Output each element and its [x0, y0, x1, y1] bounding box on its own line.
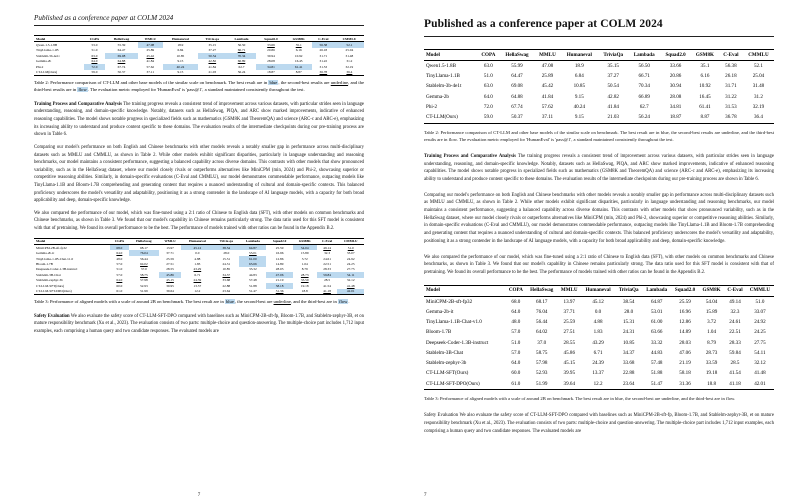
table-2-caption-right: Table 2: Performance comparison of CT-LLM and other base models of the similar scale on benchmark. The best result are in blue, the second-best results are underline, and the third-best results are in flow. The evaluation metric employed for 'HumanEval' is 'pass@1', a standard maintained consistently throughout the test. — [424, 129, 774, 142]
col-model: Model — [36, 36, 46, 41]
table-row: TinyLlama-1.1B-Chat-v1.0 48.0 56.44 25.59 4.88 15.31 61.00 12.86 3.72 24.61 24.92 — [36, 256, 355, 261]
row-label: Qwen-1.5-1.8B — [36, 43, 58, 48]
table-3-right — [424, 285, 774, 391]
section-heading-safety: Safety Evaluation — [34, 313, 70, 319]
table-row: Phi-2 72.0 67.74 57.62 40.24 41.84 62.7 34.81 61.41 31.53 32.19 — [36, 64, 354, 69]
page-header-left: Published as a conference paper at COLM 2024 — [34, 14, 364, 26]
page-number-left: 7 — [197, 493, 201, 498]
table-row: MiniCPM-2B-sft-fp32 68.0 68.17 13.97 45.12 38.54 64.87 25.59 54.04 49.14 51.0 — [424, 296, 774, 307]
table-row: Stablelm-3b-4e1t 63.0 69.08 45.42 10.85 50.54 70.34 30.94 10.92 31.71 31.48 — [36, 53, 354, 58]
row-label: Bloom-1.7B — [36, 261, 53, 266]
row-label: Gemma-2b-it — [36, 251, 55, 256]
col-ceval: C-Eval — [318, 36, 329, 41]
row-label: CT-LLM-SFT-DPO(Ours) — [36, 289, 72, 294]
table-row: Bloom-1.7B 57.0 64.02 27.51 1.83 24.31 63.66 14.89 1.04 22.51 24.25 — [36, 261, 355, 266]
table-row: Stablelm-3B-Chat 57.0 58.75 45.86 6.71 34.37 44.83 47.06 28.73 59.84 54.11 — [424, 348, 774, 358]
table-row: MiniCPM-2B-sft-fp32 68.0 68.17 13.97 45.12 38.54 64.87 25.59 54.04 49.14 51.0 — [36, 245, 354, 250]
col-hellaswag: HellaSwag — [113, 36, 130, 41]
table-row: Deepseek-Coder-1.3B-instruct 51.0 37.0 28.55 43.29 10.85 33.32 28.03 8.79 28.33 27.75 — [36, 267, 355, 272]
table-3-caption-left: Table 3: Performance of aligned models with a scale of around 2B on benchmark. The best result are in blue, the second-best are underline, and the third-best are in flow. — [34, 298, 350, 304]
col-humaneval: Humaneval — [172, 36, 189, 41]
row-label: Gemma-2b — [36, 59, 52, 64]
col-triviaqa: Trivia qa — [205, 36, 219, 41]
row-label: TinyLlama-1.1B — [36, 48, 59, 53]
table-3-left — [34, 238, 364, 295]
paragraph-sft-ratio: We also compared the performance of our model, which was fine-tuned using a 2:1 ratio of Chinese to English data (SFT), with other models on common benchmarks and Chinese benchmarks, as shown in Table 3. We found that our model's capability in Chinese remains particularly strong. The data ratio used for this SFT model is consistent with that of pretraining. We found its overall performance to be the best. The performance of models trained with other ratios can be found in the Appendix B.2. — [34, 210, 364, 231]
table-row: CT-LLM(Ours) 59.0 50.37 37.11 9.15 21.03 56.24 18.87 8.87 36.78 36.4 — [424, 113, 774, 124]
table-row: Stablelm-3B-Chat 57.0 58.75 45.86 6.71 34.37 44.83 47.06 28.73 59.84 54.11 — [34, 272, 364, 277]
row-label: CT-LLM(Ours) — [36, 70, 58, 75]
paragraph-sft-ratio-right: We also compared the performance of our model, which was fine-tuned using a 2:1 ratio of Chinese to English data (SFT), with other models on common benchmarks and Chinese benchmarks, as shown in Table 3. We found that our model's capability in Chinese remains particularly strong. The data ratio used for this SFT model is consistent with that of pretraining. We found its overall performance to be the best. The performance of models trained with other ratios can be found in the Appendix B.2. — [424, 254, 774, 275]
table-row: Phi-2 72.0 67.74 57.62 40.24 41.84 62.7 34.81 61.41 31.53 32.19 — [424, 102, 774, 112]
row-label: Qwen1.5-1.8B — [426, 62, 456, 69]
table-row: Stablelm-3b-4e1t 63.0 69.08 45.42 10.85 50.54 70.34 30.94 10.92 31.71 31.48 — [424, 82, 774, 92]
col-ceval: C-Eval — [723, 51, 739, 58]
table-row: Gemma-2b 64.0 64.88 41.84 9.15 42.82 66.89 28.08 16.45 31.22 31.2 — [424, 92, 774, 102]
row-label: Bloom-1.7B — [426, 329, 452, 336]
row-label: Phi-2 — [36, 64, 44, 69]
table-row: Qwen1.5-1.8B 63.0 55.99 47.08 18.9 35.15 56.50 33.66 35.1 56.38 52.1 — [424, 61, 774, 72]
col-lambada: Lambada — [234, 36, 249, 41]
row-label: Stablelm-zephyr-3b — [426, 360, 467, 367]
row-label: TinyLlama-1.1B-Chat-v1.0 — [426, 319, 482, 326]
row-label: Stablelm-zephyr-3b — [36, 278, 63, 283]
table-row: Stablelm-zephyr-3b 64.0 57.98 45.15 24.39 33.68 57.48 21.19 33.59 28.5 32.12 — [424, 358, 774, 368]
table-row: CT-LLM-SFT-DPO(Ours) 61.0 51.99 39.64 12.2 23.64 51.47 31.36 18.8 41.18 42.01 — [424, 379, 774, 390]
page-header-right: Published as a conference paper at COLM 2024 — [424, 18, 774, 37]
row-label: Gemma-2b — [426, 93, 449, 100]
row-label: CT-LLM(Ours) — [426, 114, 458, 121]
row-label: Phi-2 — [426, 103, 438, 110]
table-2-caption-left: Table 2: Performance comparison of CT-LLM and other base models of the similar scale on benchmark. The best result are in blue, the second-best results are underline, and the third-best results are in flow. The evaluation metric employed for 'HumanEval' is 'pass@1', a standard maintained consistently throughout the test. — [34, 80, 364, 92]
col-cmmlu: CMMLU — [342, 36, 357, 41]
paragraph-comparison: Comparing our model's performance on both English and Chinese benchmarks with other models reveals a notably smaller gap in performance across multi-disciplinary datasets such as MMLU and CMMLU, as shown in Table 2. While other models exhibit significant disparities, particularly in language understanding and reasoning benchmarks, our model maintains a consistent performance, suggesting a balanced capability across diverse domains. This contrasts with other models that show pronounced variability, such as in the HellaSwag dataset, where our model closely rivals or outperforms alternatives like MiniCPM (min, 2024) and Phi-2, showcasing superior or competitive reasoning abilities. Similarly, in domain-specific evaluations (C-Eval and CMMLU), our model demonstrates commendable performance, outpacing models like TinyLlama-1.1B and Bloom-1.7B comprehending and generating content that requires a nuanced understanding of cultural and domain-specific contexts. This balanced proficiency underscores the model's versatility and adaptability, positioning it as a strong contender in the landscape of AI language models, with a capacity for both broad applicability and deep, domain-specific knowledge. — [34, 144, 364, 204]
row-label: TinyLlama-1.1B-Chat-v1.0 — [36, 256, 74, 261]
section-heading-training: Training Process and Comparative Analysis — [34, 101, 122, 107]
col-cmmlu: CMMLU — [748, 51, 769, 58]
row-label: Stablelm-3B-Chat — [36, 272, 61, 277]
page-number-right: 7 — [424, 493, 427, 498]
paragraph-comparison-right: Comparing our model's performance on both English and Chinese benchmarks with other models reveals a notably smaller gap in performance across multi-disciplinary datasets such as MMLU and CMMLU, as shown in Table 2. While other models exhibit significant disparities, particularly in language understanding and reasoning benchmarks, our model maintains a consistent performance, suggesting a balanced capability across diverse domains. This contrasts with other models that show pronounced variability, such as in the HellaSwag dataset, where our model closely rivals or outperforms alternatives like MiniCPM (min, 2024) and Phi-2, showcasing superior or competitive reasoning abilities. Similarly, in domain-specific evaluations (C-Eval and CMMLU), our model demonstrates commendable performance, outpacing models like TinyLlama-1.1B and Bloom-1.7B comprehending and generating content that requires a nuanced understanding of cultural and domain-specific contexts. This balanced proficiency underscores the model's versatility and adaptability, positioning it as a strong contender in the landscape of AI language models, with a capacity for both broad applicability and deep, domain-specific knowledge. — [424, 192, 774, 244]
col-copa: COPA — [481, 51, 496, 58]
table-row: Model COPA HellaSwag MMLU Humaneval TriviaQa Lambada Squad2.0 GSM8K C-Eval CMMLU — [424, 285, 774, 296]
col-copa: CGPA — [89, 36, 100, 41]
col-squad: Squad2.0 — [665, 51, 686, 58]
col-model: Model — [426, 51, 440, 58]
col-mmlu: MMLU — [539, 51, 556, 58]
paragraph-training-process-right: Training Process and Comparative Analysis The training progress reveals a consistent trend of improvement across various datasets, with particular strides seen in language understanding, reasoning, and domain-specific knowledge. Notably, datasets such as HellaSwag, PIQA, and ARC show marked improvements, indicative of enhanced reasoning capabilities. The model shows notable progress in specialized fields such as mathematics (GSM8K and TheoremQA) and science (ARC-c and ARC-e), emphasizing its increasing ability to understand and produce content specific to these domains. The evaluation results of the intermediate checkpoints during our pre-training process are shown in Table 6. — [424, 153, 774, 183]
row-label: MiniCPM-2B-sft-fp32 — [36, 245, 67, 250]
page-left — [0, 0, 398, 504]
paragraph-training-process: Training Process and Comparative Analysis The training progress reveals a consistent trend of improvement across various datasets, with particular strides seen in language understanding, reasoning, and domain-specific knowledge. Notably, datasets such as HellaSwag, PIQA, and ARC show marked improvements, indicative of enhanced reasoning capabilities. The model shows notable progress in specialized fields such as mathematics (GSM8K and TheoremQA) and science (ARC-c and ARC-e), emphasizing its increasing ability to understand and produce content specific to these domains. The evaluation results of the intermediate checkpoints during our pre-training process are shown in Table 6. — [34, 101, 364, 138]
row-label: MiniCPM-2B-sft-fp32 — [426, 298, 473, 305]
table-row: CT-LLM(Ours) 59.0 50.37 37.11 9.15 21.03 56.24 18.87 8.87 36.78 36.4 — [34, 70, 364, 76]
col-gsm8k: GSM8K — [292, 36, 305, 41]
table-2-left — [34, 35, 364, 76]
table-row: TinyLlama-1.1B 51.0 64.47 25.89 6.84 37.27 66.71 20.86 6.16 26.18 25.04 — [424, 72, 774, 82]
table-3-caption-right: Table 3: Performance of aligned models with a scale of around 2B on benchmark. The best result are in blue, the second-best are underline, and the third-best are in flow. — [424, 396, 736, 402]
row-label: CT-LLM-SFT(Ours) — [426, 370, 469, 377]
col-triviaqa: TriviaQa — [603, 51, 624, 58]
table-row: TinyLlama-1.1B 51.0 64.47 25.89 6.84 37.27 66.71 20.86 6.16 26.18 25.04 — [36, 48, 354, 53]
table-row — [424, 50, 774, 61]
row-label: Deepseek-Coder-1.3B-instruct — [36, 267, 78, 272]
table-row: Stablelm-zephyr-3b 64.0 57.98 45.15 24.39 33.68 57.48 21.19 33.59 28.5 32.12 — [36, 278, 355, 283]
table-row: CT-LLM-SFT(Ours) 60.0 52.93 39.95 13.37 22.88 51.88 58.18 19.18 41.54 41.48 — [36, 283, 355, 288]
table-row: TinyLlama-1.1B-Chat-v1.0 48.0 56.44 25.59 4.88 15.31 61.00 12.86 3.72 24.61 24.92 — [424, 317, 774, 327]
row-label: CT-LLM-SFT-DPO(Ours) — [426, 380, 480, 387]
row-label: TinyLlama-1.1B — [426, 73, 460, 80]
table-row: Model CGPA HellaSwag WMLU Humaneval Trivia qa Lambada Squad2.0 GSM8K C-Eval CMMLU — [34, 238, 364, 244]
row-label: Stablelm-3b-4e1t — [426, 83, 462, 90]
table-2-right — [424, 49, 774, 124]
col-mmlu: WMLU — [144, 36, 156, 41]
col-hellaswag: HellaSwag — [505, 51, 529, 58]
col-gsm8k: GSM8K — [695, 51, 715, 58]
col-humaneval: Humaneval — [566, 51, 592, 58]
row-label: CT-LLM-SFT(Ours) — [36, 283, 65, 288]
section-heading-training-right: Training Process and Comparative Analysis — [424, 153, 516, 159]
paragraph-safety-evaluation-right: Safety Evaluation We also evaluate the safety score of CT-LLM-SFT-DPO compared with baselines such as MiniCPM-2B-sft-fp, Bloom-1.7B, and Stablelm-zephyr-3B, et on mature responsibility benchmark (Xu et al., 2023). The evaluation consists of two parts: multiple-choice and question-answering. The multiple-choice part includes 1,712 input examples, each comprising a human query and two candidate responses. The evaluated models are — [424, 413, 774, 434]
table-row: CT-LLM-SFT(Ours) 60.0 52.93 39.95 13.37 22.88 51.88 58.18 19.18 41.54 41.48 — [424, 369, 774, 379]
table-row: Gemma-2b-it 64.0 76.04 37.71 0.0 28.0 53.01 16.96 15.89 32.3 33.07 — [424, 307, 774, 317]
paragraph-safety-evaluation: Safety Evaluation We also evaluate the safety score of CT-LLM-SFT-DPO compared with baselines such as MiniCPM-2B-sft-fp, Bloom-1.7B, and Stablelm-zephyr-3B, et on mature responsibility benchmark (Xu et al., 2023). The evaluation consists of two parts: multiple-choice and question-answering. The multiple-choice part includes 1,712 input examples, each comprising a human query and two candidate responses. The evaluated models are — [34, 313, 364, 335]
table-row: CT-LLM-SFT-DPO(Ours) 61.0 51.99 39.64 12.2 23.64 51.47 31.36 18.8 41.18 42.01 — [34, 289, 364, 295]
col-squad: Squad2.0 — [264, 36, 278, 41]
row-label: Stablelm-3b-4e1t — [36, 53, 60, 58]
row-label: Deepseek-Coder-1.3B-instruct — [426, 339, 489, 346]
col-lambada: Lambada — [633, 51, 655, 58]
table-row: Gemma-2b 64.0 64.88 41.84 9.15 42.82 66.89 28.08 16.45 31.22 31.2 — [36, 59, 353, 64]
row-label: Stablelm-3B-Chat — [426, 349, 464, 356]
row-label: Gemma-2b-it — [426, 308, 454, 315]
table-row: Qwen-1.5-1.8B 53.0 55.39 47.08 18.9 35.15 56.50 33.66 35.1 56.38 52.1 — [34, 42, 364, 48]
page-right — [398, 0, 800, 504]
table-row: Bloom-1.7B 57.0 64.02 27.51 1.83 24.31 63.66 14.89 1.04 22.51 24.25 — [424, 328, 774, 338]
table-row: Gemma-2b-it 64.0 76.04 37.71 0.0 28.0 53.01 16.96 15.89 32.3 33.07 — [36, 251, 355, 256]
col-model: Model — [36, 239, 46, 244]
col-model: Model — [426, 287, 440, 294]
table-row: Deepseek-Coder-1.3B-instruct 51.0 37.0 28.55 43.29 10.85 33.32 28.03 8.79 28.33 27.75 — [424, 338, 774, 348]
